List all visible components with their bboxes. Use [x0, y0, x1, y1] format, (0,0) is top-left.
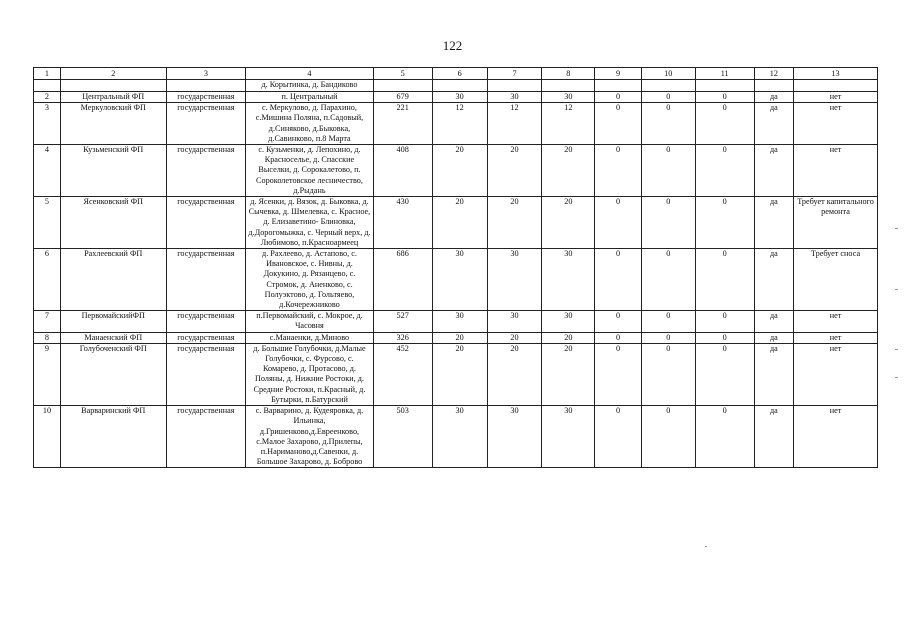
- table-cell: да: [754, 343, 793, 405]
- table-cell: государственная: [166, 311, 246, 332]
- table-cell: Варваринский ФП: [60, 406, 166, 468]
- table-cell: Рахлеевский ФП: [60, 249, 166, 311]
- table-cell: п. Центральный: [246, 92, 373, 103]
- facilities-table: [33, 67, 878, 468]
- table-cell: 0: [695, 145, 754, 197]
- table-cell: государственная: [166, 197, 246, 249]
- scan-mark: [895, 349, 898, 350]
- table-cell: 4: [34, 145, 61, 197]
- table-cell: Голубоченский ФП: [60, 343, 166, 405]
- table-cell: 30: [542, 311, 595, 332]
- table-cell: 0: [641, 249, 695, 311]
- table-cell: д. Рахлеево, д. Астапово, с. Ивановское, с. Нивны, д. Докукино, д. Рязанцево, с. Стромок, д. Аненково, с. Полуэктово, д. Гольтяево, д.Кочережниково: [246, 249, 373, 311]
- table-cell: 0: [695, 332, 754, 343]
- table-cell: 30: [487, 92, 542, 103]
- continuation-row: [34, 80, 878, 92]
- table-body: [34, 68, 878, 468]
- table-cell: ПервомайскийФП: [60, 311, 166, 332]
- table-cell: 20: [542, 145, 595, 197]
- table-cell: государственная: [166, 406, 246, 468]
- table-cell: [542, 80, 595, 92]
- table-cell: 503: [373, 406, 432, 468]
- column-number-cell: 9: [595, 68, 642, 80]
- table-cell: нет: [794, 103, 878, 145]
- table-row: [34, 103, 878, 145]
- table-cell: [432, 80, 487, 92]
- table-cell: 20: [542, 197, 595, 249]
- table-cell: д. Ясенки, д. Вязок, д. Быковка, д. Сычевка, д. Шмелевка, с. Красное, д. Елизаветино- Блиновка, д.Дорогомыжка, с. Черный верх, д. Любимово, п.Красноармеец: [246, 197, 373, 249]
- table-cell: [166, 80, 246, 92]
- table-row: [34, 332, 878, 343]
- table-cell: 2: [34, 92, 61, 103]
- table-cell: государственная: [166, 332, 246, 343]
- table-cell: Требует капитального ремонта: [794, 197, 878, 249]
- table-cell: 30: [432, 92, 487, 103]
- table-cell: [641, 80, 695, 92]
- table-cell: 0: [695, 92, 754, 103]
- table-cell: да: [754, 103, 793, 145]
- table-cell: 20: [432, 343, 487, 405]
- table-cell: 30: [487, 311, 542, 332]
- table-row: [34, 145, 878, 197]
- table-cell: 20: [487, 145, 542, 197]
- table-cell: 20: [487, 343, 542, 405]
- table-cell: да: [754, 145, 793, 197]
- table-cell: 0: [595, 332, 642, 343]
- table-cell: 0: [641, 197, 695, 249]
- scan-mark: [895, 289, 898, 290]
- table-cell: 0: [595, 249, 642, 311]
- table-cell: 12: [432, 103, 487, 145]
- table-cell: 7: [34, 311, 61, 332]
- table-cell: 30: [542, 92, 595, 103]
- table-cell: 0: [595, 406, 642, 468]
- table-cell: 0: [641, 145, 695, 197]
- table-cell: д. Корытинка, д. Бандиково: [246, 80, 373, 92]
- table-cell: 20: [487, 332, 542, 343]
- scan-mark: [705, 546, 707, 547]
- table-cell: 20: [487, 197, 542, 249]
- table-cell: Меркуловский ФП: [60, 103, 166, 145]
- table-cell: с.Манаенки, д.Миново: [246, 332, 373, 343]
- table-cell: 0: [695, 103, 754, 145]
- table-cell: да: [754, 406, 793, 468]
- table-cell: государственная: [166, 103, 246, 145]
- table-cell: с. Варварино, д. Кудеяровка, д. Ильинка, д.Гришенково,д.Евреенково, с.Малое Захарово, д.Прилепы, п.Нариманово,д.Савенки, д. Большое Захарово, д. Боброво: [246, 406, 373, 468]
- table-cell: 30: [487, 249, 542, 311]
- table-cell: 527: [373, 311, 432, 332]
- table-cell: 20: [542, 343, 595, 405]
- column-number-cell: 10: [641, 68, 695, 80]
- table-cell: Кузьменский ФП: [60, 145, 166, 197]
- table-cell: государственная: [166, 92, 246, 103]
- table-row: [34, 92, 878, 103]
- table-cell: 20: [542, 332, 595, 343]
- table-cell: нет: [794, 406, 878, 468]
- table-cell: да: [754, 249, 793, 311]
- table-cell: да: [754, 332, 793, 343]
- table-cell: 0: [695, 249, 754, 311]
- table-cell: 408: [373, 145, 432, 197]
- table-cell: [487, 80, 542, 92]
- table-cell: 0: [595, 197, 642, 249]
- table-cell: с. Кузьменки, д. Лепохино, д. Красноселье, д. Спасские Выселки, д. Сорокалетово, п. Сороколетовское лесничество, д.Рыдань: [246, 145, 373, 197]
- table-cell: государственная: [166, 343, 246, 405]
- table-cell: [595, 80, 642, 92]
- table-cell: п.Первомайский, с. Мокрое, д. Часовня: [246, 311, 373, 332]
- column-number-cell: 6: [432, 68, 487, 80]
- table-cell: 9: [34, 343, 61, 405]
- table-cell: 0: [595, 145, 642, 197]
- table-cell: 686: [373, 249, 432, 311]
- page-number: 122: [442, 38, 463, 53]
- table-cell: 0: [641, 332, 695, 343]
- table-cell: 679: [373, 92, 432, 103]
- table-cell: 0: [595, 92, 642, 103]
- table-cell: 8: [34, 332, 61, 343]
- table-cell: 5: [34, 197, 61, 249]
- table-cell: 0: [695, 311, 754, 332]
- table-cell: 0: [695, 343, 754, 405]
- table-cell: д. Большие Голубочки, д.Малые Голубочки, с. Фурсово, с. Комарево, д. Протасово, д. Поляны, д. Нижние Ростоки, д. Средние Ростоки, п.Красный, д. Бутырки, п.Батурский: [246, 343, 373, 405]
- table-cell: Центральный ФП: [60, 92, 166, 103]
- table-cell: 30: [432, 249, 487, 311]
- column-number-cell: 13: [794, 68, 878, 80]
- table-cell: да: [754, 92, 793, 103]
- table-cell: 326: [373, 332, 432, 343]
- table-cell: 12: [487, 103, 542, 145]
- table-cell: 0: [595, 343, 642, 405]
- table-cell: 20: [432, 197, 487, 249]
- table-cell: [794, 80, 878, 92]
- table-cell: 0: [641, 103, 695, 145]
- column-number-cell: 1: [34, 68, 61, 80]
- table-row: [34, 311, 878, 332]
- table-cell: 20: [432, 332, 487, 343]
- column-number-cell: 3: [166, 68, 246, 80]
- column-number-cell: 12: [754, 68, 793, 80]
- table-cell: нет: [794, 311, 878, 332]
- table-cell: нет: [794, 145, 878, 197]
- table-cell: 0: [641, 343, 695, 405]
- column-number-cell: 2: [60, 68, 166, 80]
- table-cell: Ясенковский ФП: [60, 197, 166, 249]
- column-number-cell: 5: [373, 68, 432, 80]
- table-cell: государственная: [166, 145, 246, 197]
- table-cell: [34, 80, 61, 92]
- table-cell: 0: [695, 197, 754, 249]
- column-number-cell: 11: [695, 68, 754, 80]
- table-cell: 6: [34, 249, 61, 311]
- table-cell: 30: [432, 406, 487, 468]
- column-number-cell: 8: [542, 68, 595, 80]
- table-cell: 0: [641, 406, 695, 468]
- table-cell: 221: [373, 103, 432, 145]
- table-row: [34, 249, 878, 311]
- table-cell: нет: [794, 92, 878, 103]
- table-cell: [60, 80, 166, 92]
- table-cell: Манаенский ФП: [60, 332, 166, 343]
- table-cell: 10: [34, 406, 61, 468]
- table-cell: Требует сноса: [794, 249, 878, 311]
- column-number-cell: 7: [487, 68, 542, 80]
- table-cell: [695, 80, 754, 92]
- table-cell: 30: [542, 249, 595, 311]
- table-row: [34, 197, 878, 249]
- scan-mark: [895, 228, 898, 229]
- table-cell: 0: [641, 92, 695, 103]
- table-cell: 0: [641, 311, 695, 332]
- table-cell: 0: [695, 406, 754, 468]
- table-row: [34, 406, 878, 468]
- column-number-row: [34, 68, 878, 80]
- table-cell: 430: [373, 197, 432, 249]
- table-cell: да: [754, 197, 793, 249]
- table-cell: 3: [34, 103, 61, 145]
- table-cell: 0: [595, 103, 642, 145]
- scan-mark: [895, 377, 898, 378]
- table-cell: государственная: [166, 249, 246, 311]
- table-row: [34, 343, 878, 405]
- table-cell: 30: [542, 406, 595, 468]
- table-cell: 0: [595, 311, 642, 332]
- table-cell: [754, 80, 793, 92]
- table-cell: нет: [794, 343, 878, 405]
- table-cell: 12: [542, 103, 595, 145]
- table-cell: да: [754, 311, 793, 332]
- table-cell: [373, 80, 432, 92]
- table-cell: с. Меркулово, д. Парахино, с.Мишина Поляна, п.Садовый, д.Синяково, д.Быковка, д.Савинково, п.8 Марта: [246, 103, 373, 145]
- table-cell: нет: [794, 332, 878, 343]
- table-cell: 20: [432, 145, 487, 197]
- column-number-cell: 4: [246, 68, 373, 80]
- table-cell: 452: [373, 343, 432, 405]
- table-cell: 30: [432, 311, 487, 332]
- table-cell: 30: [487, 406, 542, 468]
